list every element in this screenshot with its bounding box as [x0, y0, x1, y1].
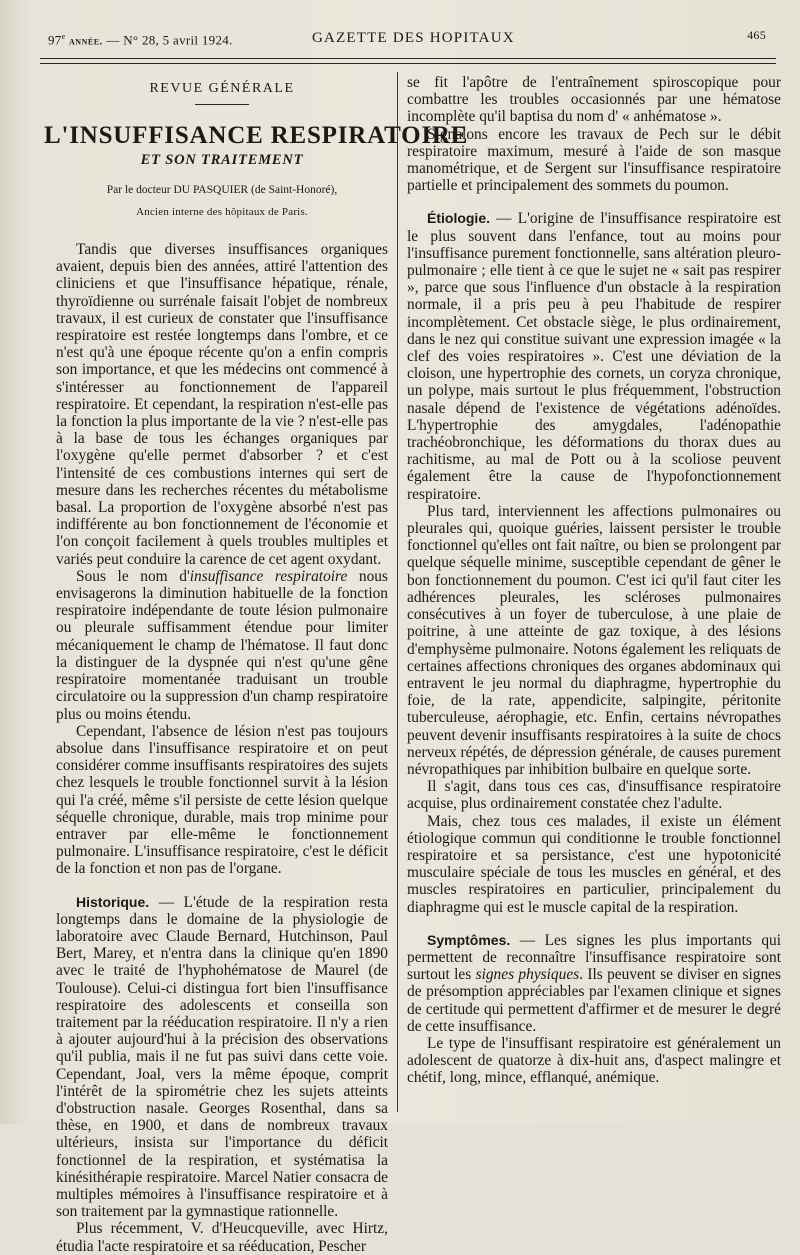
- paragraph: Le type de l'insuffisant respiratoire est généralement un adolescent de quatorze à dix-huit ans, d'aspect malingre et chétif, long, mince, efflanqué, anémique.: [407, 1034, 781, 1087]
- paragraph: [56, 894, 388, 1221]
- paragraph: Plus récemment, V. d'Heucqueville, avec Hirtz, étudia l'acte respiratoire et sa rééducation, Pescher: [56, 1220, 388, 1255]
- volume-number: 97: [48, 32, 62, 48]
- volume-superscript: e: [61, 32, 66, 41]
- paragraph-text: Sous le nom d': [76, 567, 190, 585]
- paragraph: Signalons encore les travaux de Pech sur le débit respiratoire maximum, mesuré à l'aide de son masque manométrique, et de Sergent sur l'insuffisance respiratoire partielle et principalement des sommets du poumon.: [407, 125, 781, 195]
- paragraph: Il s'agit, dans tous ces cas, d'insuffisance respiratoire acquise, plus ordinairement constatée chez l'adulte.: [407, 778, 781, 813]
- section-label: REVUE GÉNÉRALE: [149, 81, 295, 96]
- paragraph-text: — L'étude de la respiration resta longtemps dans le domaine de la physiologie de laboratoire avec Claude Bernard, Hutchinson, Paul Bert, Marey, et n'entra dans la clinique qu'en 1890 avec le traité de l'hyphohématose de Maurel (de Toulouse). Celui-ci distingua fort bien l'insuffisance respiratoire des adolescents et conseilla son traitement par la rééducation respiratoire. Il n'y a rien à ajouter aujourd'hui à la précision des observations qu'il publia, mais il ne fut pas suivi dans cette voie. Cependant, Joal, vers la même époque, comprit l'intérêt de la spirométrie chez les sujets atteints d'obstruction nasale. Georges Rosenthal, dans sa thèse, en 1900, et dans de nombreux travaux ultérieurs, insista sur l'importance du déficit fonctionnel de la respiration, et systématisa la kinésithérapie respiratoire. Marcel Natier consacra de multiples mémoires à l'insuffisance respiratoire et à son traitement par la gymnastique rationnelle.: [56, 893, 388, 1221]
- column-divider: [397, 72, 398, 1112]
- paragraph: Tandis que diverses insuffisances organiques avaient, depuis bien des années, attiré l'attention des cliniciens et que l'insuffisance hépatique, rénale, thyroïdienne ou surrénale faisait l'objet de nombreux travaux, il est curieux de constater que l'insuffisance respiratoire est restée longtemps dans l'ombre, et ce n'est qu'à une époque récente qu'on a enfin compris son importance, et que les médecins ont commencé à s'intéresser au fonctionnement de l'appareil respiratoire. Et cependant, la respiration n'est-elle pas la fonction la plus importante de la vie ? n'est-elle pas à la base de tous les échanges organiques par l'oxygène qu'elle permet d'absorber ? et c'est l'intensité de ces combustions internes qui sert de mesure dans les recherches récentes du métabolisme basal. La proportion de l'oxygène absorbé n'est pas indifférente au bon fonctionnement de l'économie et l'on conçoit facilement à quels troubles multiples et variés peut conduire la carence de cet agent oxydant.: [56, 241, 388, 568]
- paragraph: Cependant, l'absence de lésion n'est pas toujours absolue dans l'insuffisance respiratoire et on peut considérer comme insuffisants respiratoires des sujets chez lesquels le trouble fonctionnel survit à la lésion qui l'a créé, même s'il persiste de cette lésion quelque séquelle chronique, durable, mais trop minime pour entraver par elle-même le fonctionnement pulmonaire. L'insuffisance respiratoire, c'est le déficit de la fonction et non pas de l'organe.: [56, 722, 388, 878]
- paragraph: Plus tard, interviennent les affections pulmonaires ou pleurales qui, quoique guéries, laissent persister le trouble fonctionnel qu'elles ont fait naître, ou bien se prolongent par quelque séquelle minime, susceptible cependant de gêner le bon fonctionnement du poumon. C'est ici qu'il faut citer les adhérences pleurales, les scléroses pulmonaires consécutives à un foyer de tuberculose, à une plaie de poitrine, à une atteinte de gaz toxique, à des lésions d'emphysème pulmonaire. Notons également les reliquats de certaines affections chroniques des organes abdominaux qui entravent le jeu normal du diaphragme, hypertrophie du foie, de la rate, appendicite, salpingite, péritonite tuberculeuse, aérophagie, etc. Enfin, certains névropathes peuvent devenir insuffisants respiratoires à la suite de chocs nerveux répétés, de dépression générale, de causes purement névropathiques par inhibition bulbaire en quelque sorte.: [407, 502, 781, 778]
- page-number: 465: [747, 28, 766, 42]
- article-title: L'INSUFFISANCE RESPIRATOIRE: [44, 122, 469, 150]
- running-head: [48, 28, 772, 50]
- heading-historique: Historique.: [76, 893, 150, 910]
- byline: Par le docteur DU PASQUIER (de Saint-Honoré),: [106, 183, 338, 196]
- volume-word: année.: [69, 35, 103, 48]
- article-subtitle: ET SON TRAITEMENT: [140, 152, 304, 169]
- volume-issue: [48, 32, 233, 48]
- italic-term: insuffisance respiratoire: [189, 567, 348, 585]
- paragraph-text: — Les signes les plus importants qui permettent de reconnaître l'insuffisance respiratoire sont surtout les: [407, 931, 781, 984]
- paragraph-text: . Ils peuvent se diviser en signes de présomption appréciables par l'examen clinique et signes de certitude qui permettent d'affirmer et de mesurer le degré de cette insuffisance.: [407, 966, 782, 1035]
- paragraph: se fit l'apôtre de l'entraînement spiroscopique pour combattre les troubles occasionnés par une hématose incomplète qu'il baptisa du nom d' « anhématose ».: [407, 74, 781, 126]
- right-column: [407, 74, 781, 1087]
- author-affiliation: Ancien interne des hôpitaux de Paris.: [136, 205, 308, 218]
- paragraph: Mais, chez tous ces malades, il existe un élément étiologique commun qui conditionne le trouble fonctionnel respiratoire et sa persistance, c'est une hypotonicité musculaire spéciale de tous les muscles en général, et des muscles respiratoires en particulier, principalement du diaphragme qui est le muscle capital de la respiration.: [407, 812, 781, 916]
- journal-name: GAZETTE DES HOPITAUX: [312, 30, 515, 46]
- paragraph-text: nous envisagerons la diminution habituelle de la fonction respiratoire indépendante de toute lésion pulmonaire ou pleurale suffisamment étendue pour limiter mécaniquement le champ de l'hématose. Il faut donc la distinguer de la dyspnée qui n'est qu'une gêne respiratoire momentanée traduisant un trouble circulatoire ou la suppression d'un champ respiratoire plus ou moins étendu.: [56, 567, 388, 723]
- section-rule: [195, 104, 249, 105]
- paragraph: [407, 932, 781, 1035]
- paragraph: [407, 210, 781, 502]
- header-rule: [40, 58, 776, 59]
- heading-symptomes: Symptômes.: [427, 931, 511, 948]
- issue-date: — N° 28, 5 avril 1924.: [106, 32, 233, 48]
- header-rule-thin: [40, 63, 776, 64]
- paragraph: [56, 568, 388, 723]
- italic-term: signes physiques: [475, 966, 580, 984]
- paragraph-text: — L'origine de l'insuffisance respiratoire est le plus souvent dans l'enfance, tout au moins pour l'insuffisance purement fonctionnelle, sans altération pleuro-pulmonaire ; elle tient à ce que le sujet ne « sait pas respirer », parce que sous l'influence d'un obstacle à la respiration normale, il a pris peu à peu l'habitude de respirer incomplètement. Cet obstacle siège, le plus ordinairement, dans le nez qui constitue suivant une expression imagée « la clef des voies respiratoires ». C'est une déviation de la cloison, une hypertrophie des cornets, un coryza chronique, un polype, mais surtout le plus fréquemment, l'obstruction nasale dépend de l'existence de végétations adénoïdes. L'hypertrophie des amygdales, l'adénopathie trachéobronchique, les déformations du thorax dues au rachitisme, au mal de Pott ou à la scoliose peuvent également être la cause de l'hypofonctionnement respiratoire.: [407, 210, 781, 503]
- heading-etiologie: Étiologie.: [427, 210, 490, 227]
